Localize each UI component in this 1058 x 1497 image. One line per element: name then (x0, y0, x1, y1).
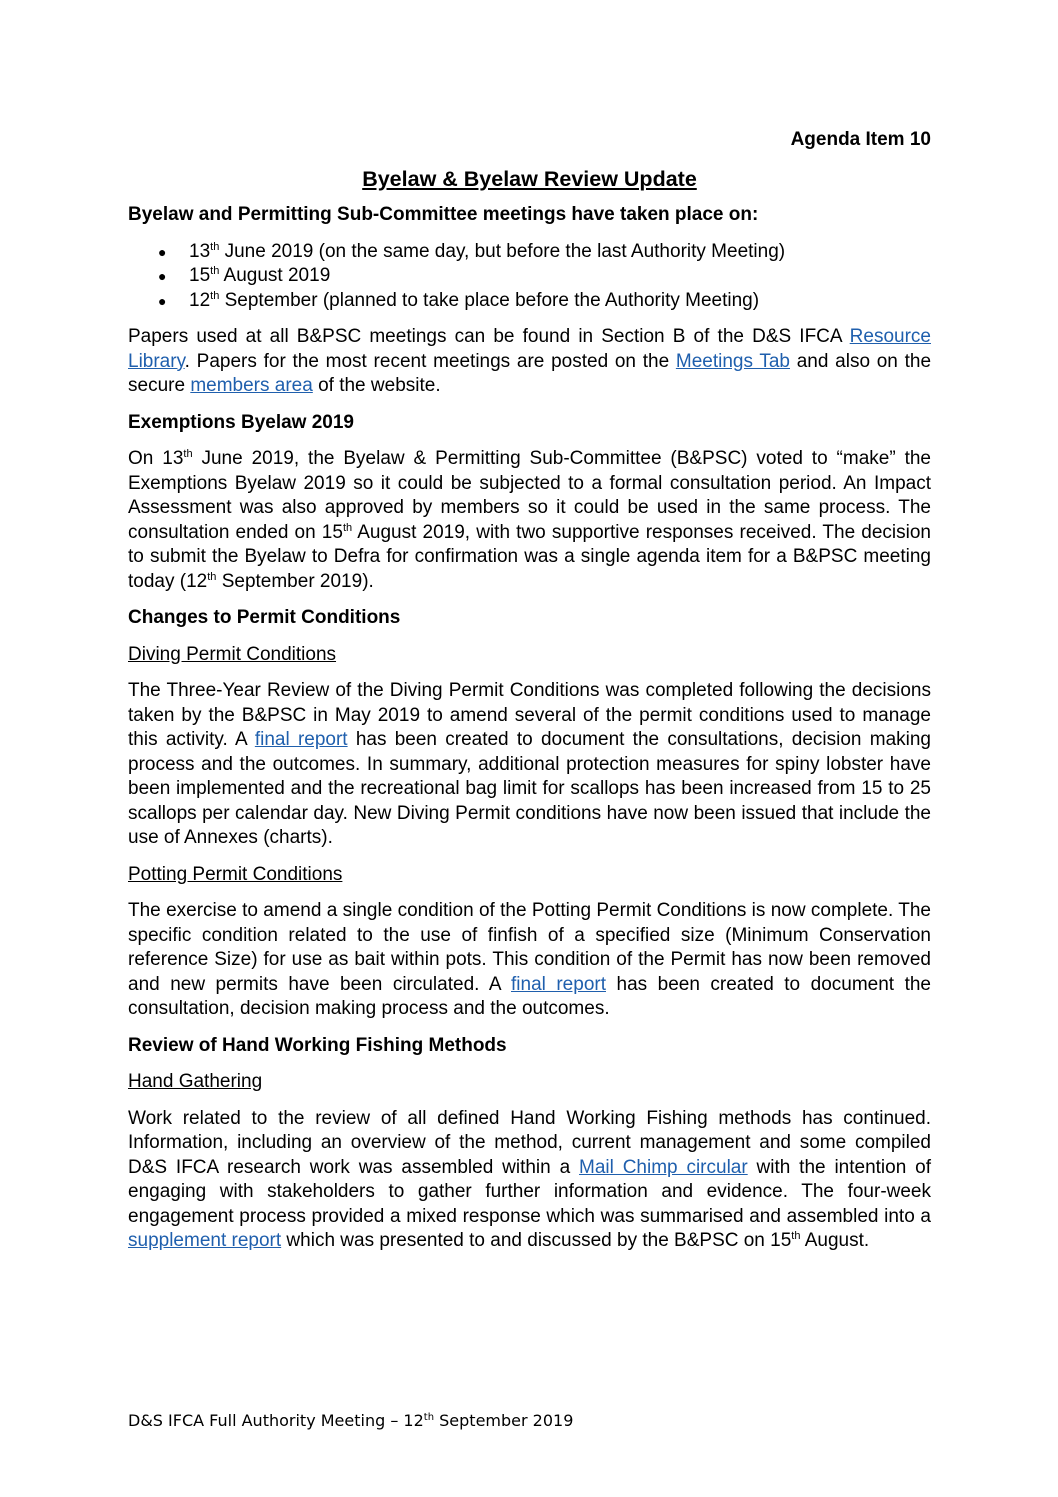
document-page (128, 128, 931, 1266)
bullet-icon: ● (158, 292, 167, 309)
meetings-list (128, 240, 931, 314)
mail-chimp-circular-link[interactable]: Mail Chimp circular (579, 1156, 748, 1178)
diving-subheading: Diving Permit Conditions (128, 643, 337, 665)
page-footer: D&S IFCA Full Authority Meeting – 12th September 2019 (128, 1411, 574, 1430)
hand-gathering-paragraph: Work related to the review of all defined Hand Working Fishing methods has continued. Information, including an overview of the method, current management and some compiled D&S IFCA research work was assembled within a Mail Chimp circular with the intention of engaging with stakeholders to gather further information and evidence. The four-week engagement process provided a mixed response which was summarised and assembled into a supplement report which was presented to and discussed by the B&PSC on 15th August. (128, 1107, 931, 1251)
bullet-icon: ● (158, 268, 167, 284)
agenda-item-label: Agenda Item 10 (790, 129, 931, 150)
potting-final-report-link[interactable]: final report (511, 973, 606, 995)
page-title: Byelaw & Byelaw Review Update (362, 166, 697, 191)
list-item: ● 13th June 2019 (on the same day, but before the last Authority Meeting) (128, 240, 931, 265)
meetings-tab-link[interactable]: Meetings Tab (675, 350, 790, 372)
permit-changes-heading: Changes to Permit Conditions (128, 607, 401, 628)
exemptions-heading: Exemptions Byelaw 2019 (128, 411, 354, 433)
list-item: ● 12th September (planned to take place before the Authority Meeting) (128, 289, 931, 314)
diving-paragraph: The Three-Year Review of the Diving Permit Conditions was completed following the decisions taken by the B&PSC in May 2019 to amend several of the permit conditions used to manage this activity. A final report has been created to document the consultations, decision making process and the outcomes. In summary, additional protection measures for spiny lobster have been implemented and the recreational bag limit for scallops has been increased from 15 to 25 scallops per calendar day. New Diving Permit conditions have now been issued that include the use of Annexes (charts). (128, 680, 931, 848)
papers-paragraph: Papers used at all B&PSC meetings can be found in Section B of the D&S IFCA Resource Library. Papers for the most recent meetings are posted on the Meetings Tab and also on the secure members area of the website. (128, 326, 932, 396)
list-item: ● 15th August 2019 (128, 264, 931, 289)
hand-gathering-subheading: Hand Gathering (128, 1071, 263, 1092)
potting-paragraph: The exercise to amend a single condition of the Potting Permit Conditions is now complete. The specific condition related to the use of finfish of a specified size (Minimum Conservation reference Size) for use as bait within pots. This condition of the Permit has now been removed and new permits have been circulated. A final report has been created to document the consultation, decision making process and the outcomes. (128, 900, 931, 1019)
hand-working-heading: Review of Hand Working Fishing Methods (128, 1034, 507, 1056)
members-area-link[interactable]: members area (190, 375, 313, 396)
potting-subheading: Potting Permit Conditions (128, 863, 343, 885)
meetings-heading: Byelaw and Permitting Sub-Committee meetings have taken place on: (128, 204, 759, 225)
diving-final-report-link[interactable]: final report (254, 729, 348, 750)
supplement-report-link[interactable]: supplement report (128, 1230, 282, 1251)
resource-library-link[interactable]: Resource Library (128, 326, 931, 372)
bullet-icon: ● (158, 243, 167, 260)
exemptions-paragraph: On 13th June 2019, the Byelaw & Permitting Sub-Committee (B&PSC) voted to “make” the Exemptions Byelaw 2019 so it could be subjected to a formal consultation period. An Impact Assessment was also approved by members so it could be used in the same process. The consultation ended on 15th August 2019, with two supportive responses received. The decision to submit the Byelaw to Defra for confirmation was a single agenda item for a B&PSC meeting today (12th September 2019). (128, 448, 931, 592)
